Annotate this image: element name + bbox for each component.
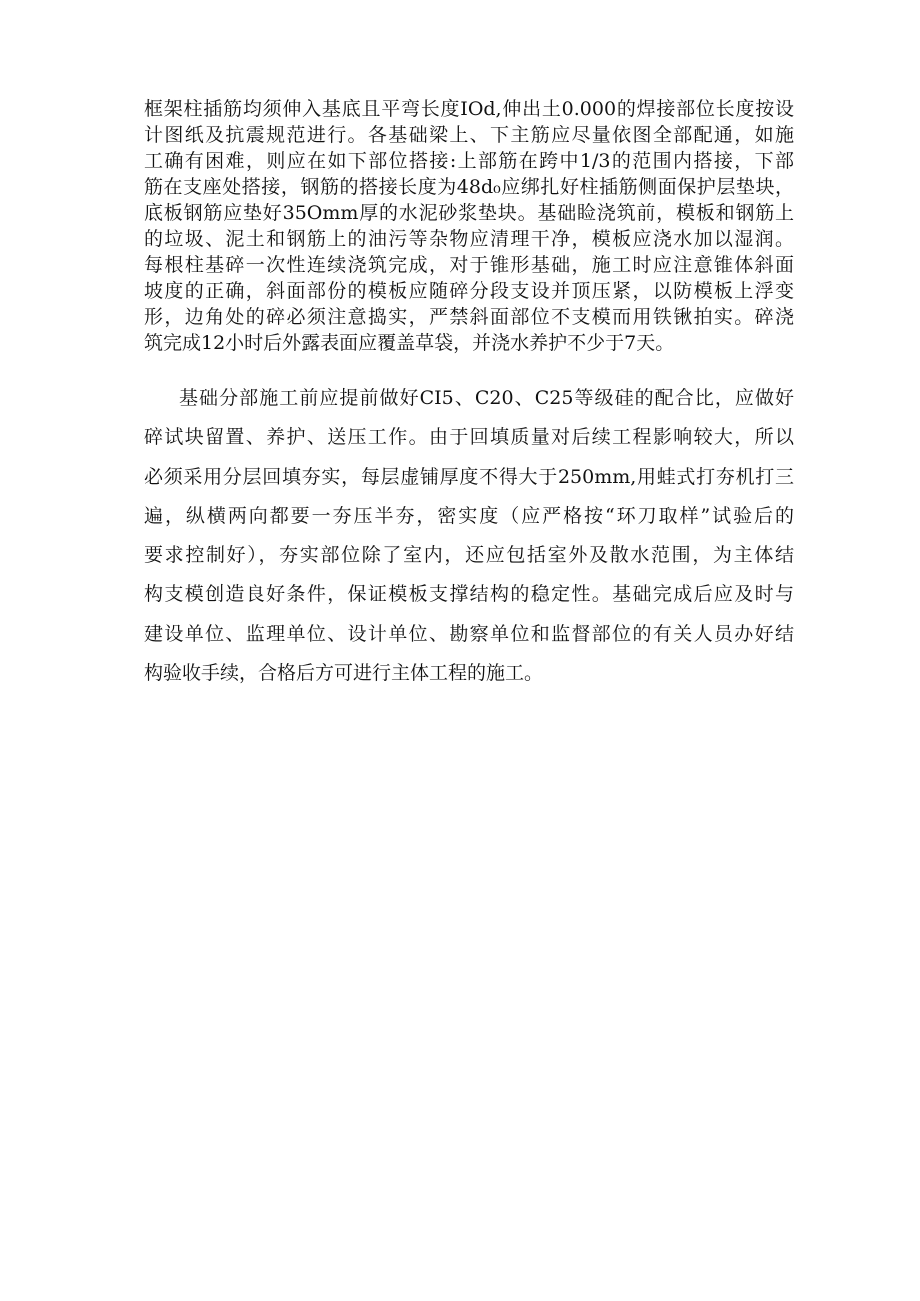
paragraph-foundation-backfill (144, 379, 794, 693)
paragraph-line: 要求控制好），夯实部位除了室内，还应包括室外及散水范围，为主体结 (144, 544, 794, 567)
paragraph-line: 必须采用分层回填夯实，每层虚铺厚度不得大于250mm,用蛙式打夯机打三 (144, 465, 794, 488)
paragraph-line: 构支模创造良好条件，保证模板支撑结构的稳定性。基础完成后应及时与 (144, 583, 794, 606)
paragraph-line: 的垃圾、泥土和钢筋上的油污等杂物应清理干净，模板应浇水加以湿润。 (144, 228, 794, 250)
paragraph-line: 筑完成12小时后外露表面应覆盖草袋，并浇水养护不少于7天。 (144, 332, 675, 354)
paragraph-line: 坡度的正确，斜面部份的模板应随碎分段支设并顶压紧，以防模板上浮变 (144, 280, 794, 302)
paragraph-line: 建设单位、监理单位、设计单位、勘察单位和监督部位的有关人员办好结 (144, 622, 794, 645)
paragraph-line: 每根柱基碎一次性连续浇筑完成，对于锥形基础，施工时应注意锥体斜面 (144, 254, 794, 276)
paragraph-line: 基础分部施工前应提前做好CI5、C20、C25等级硅的配合比，应做好 (179, 387, 794, 409)
paragraph-line: 计图纸及抗震规范进行。各基础梁上、下主筋应尽量依图全部配通，如施 (144, 124, 794, 146)
paragraph-line: 形，边角处的碎必须注意捣实，严禁斜面部位不支模而用铁锹拍实。碎浇 (144, 306, 794, 328)
paragraph-line: 筋在支座处搭接，钢筋的搭接长度为48d₀应绑扎好柱插筋侧面保护层垫块， (144, 176, 794, 198)
paragraph-line: 构验收手续，合格后方可进行主体工程的施工。 (144, 662, 544, 685)
paragraph-line: 遍，纵横两向都要一夯压半夯，密实度（应严格按“环刀取样”试验后的 (144, 504, 794, 527)
paragraph-foundation-rebar (144, 96, 794, 356)
paragraph-line: 碎试块留置、养护、送压工作。由于回填质量对后续工程影响较大，所以 (144, 426, 794, 449)
paragraph-line: 框架柱插筋均须伸入基底且平弯长度IOd,伸出土0.000的焊接部位长度按设 (144, 98, 794, 120)
paragraph-line: 底板钢筋应垫好35Omm厚的水泥砂浆垫块。基础睑浇筑前，模板和钢筋上 (144, 202, 794, 224)
paragraph-line: 工确有困难，则应在如下部位搭接:上部筋在跨中1/3的范围内搭接，下部 (144, 150, 794, 172)
